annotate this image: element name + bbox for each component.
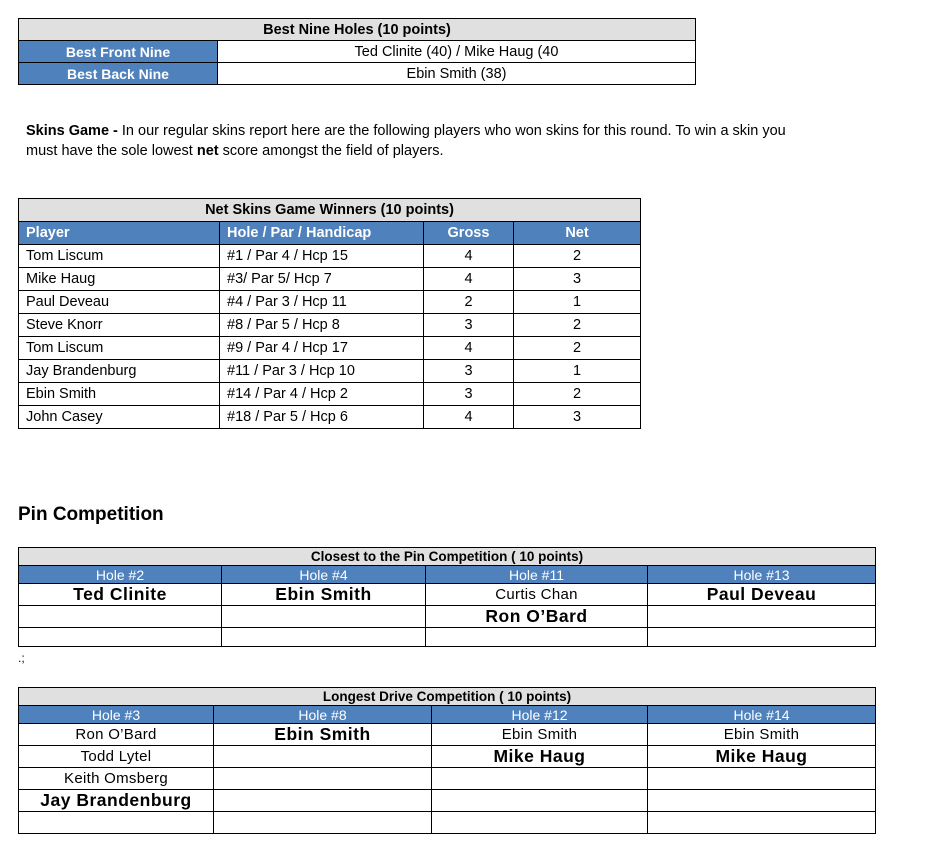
pin-holes-row (19, 566, 876, 584)
skins-emph: net (196, 143, 219, 159)
cell-player: Mike Haug (19, 268, 220, 291)
empty-cell (648, 790, 876, 812)
table-row (19, 314, 641, 337)
cell-net: 2 (514, 383, 641, 406)
empty-cell (648, 606, 876, 628)
cell-net: 1 (514, 360, 641, 383)
table-row (19, 291, 641, 314)
cell-player: Steve Knorr (19, 314, 220, 337)
skins-text-2: score amongst the field of players. (218, 143, 444, 159)
longest-drive-table (18, 687, 876, 834)
cell-player: John Casey (19, 406, 220, 429)
cell-player: Tom Liscum (19, 245, 220, 268)
cell-gross: 4 (424, 268, 514, 291)
cell-gross: 4 (424, 245, 514, 268)
cell-net: 2 (514, 337, 641, 360)
empty-cell (214, 812, 432, 834)
best-nine-table (18, 18, 696, 85)
cell-hole: #11 / Par 3 / Hcp 10 (220, 360, 424, 383)
closest-pin-table (18, 547, 876, 647)
hole-header: Hole #12 (432, 706, 648, 724)
cell-hole: #18 / Par 5 / Hcp 6 (220, 406, 424, 429)
table-row (19, 812, 876, 834)
winner-cell: Mike Haug (432, 746, 648, 768)
skins-lead: Skins Game - (26, 123, 118, 139)
hole-header: Hole #4 (222, 566, 426, 584)
row-label: Best Front Nine (19, 41, 218, 63)
hole-header: Hole #13 (648, 566, 876, 584)
cell-hole: #1 / Par 4 / Hcp 15 (220, 245, 424, 268)
winner-cell: Ebin Smith (222, 584, 426, 606)
empty-cell (214, 790, 432, 812)
cell-net: 2 (514, 314, 641, 337)
empty-cell (432, 812, 648, 834)
table-row (19, 63, 696, 85)
row-value: Ebin Smith (38) (218, 63, 696, 85)
table-row (19, 360, 641, 383)
pin-heading: Pin Competition (18, 504, 164, 525)
empty-cell (648, 812, 876, 834)
cell-hole: #14 / Par 4 / Hcp 2 (220, 383, 424, 406)
table-row (19, 245, 641, 268)
table-row (19, 606, 876, 628)
closest-pin-title: Closest to the Pin Competition ( 10 points) (19, 548, 876, 566)
winner-cell: Curtis Chan (426, 584, 648, 606)
col-header-net: Net (514, 222, 641, 245)
empty-cell (19, 812, 214, 834)
hole-header: Hole #3 (19, 706, 214, 724)
empty-cell (222, 628, 426, 647)
hole-header: Hole #8 (214, 706, 432, 724)
winner-cell: Ted Clinite (19, 584, 222, 606)
skins-table-title: Net Skins Game Winners (10 points) (19, 199, 641, 222)
longest-drive-title: Longest Drive Competition ( 10 points) (19, 688, 876, 706)
winner-cell: Paul Deveau (648, 584, 876, 606)
cell-hole: #3/ Par 5/ Hcp 7 (220, 268, 424, 291)
skins-paragraph (26, 121, 816, 161)
col-header-player: Player (19, 222, 220, 245)
winner-cell: Ebin Smith (214, 724, 432, 746)
stray-mark: .; (18, 651, 25, 665)
table-row (19, 628, 876, 647)
empty-cell (426, 628, 648, 647)
drive-holes-row (19, 706, 876, 724)
empty-cell (214, 746, 432, 768)
table-row (19, 584, 876, 606)
cell-gross: 2 (424, 291, 514, 314)
skins-text-1: In our regular skins report here are the following players who won skins for this round. To win a skin you must have the sole lowest (26, 123, 786, 159)
hole-header: Hole #11 (426, 566, 648, 584)
cell-hole: #8 / Par 5 / Hcp 8 (220, 314, 424, 337)
table-row (19, 724, 876, 746)
winner-cell: Ebin Smith (432, 724, 648, 746)
cell-player: Jay Brandenburg (19, 360, 220, 383)
table-row (19, 406, 641, 429)
skins-header-row (19, 222, 641, 245)
cell-player: Tom Liscum (19, 337, 220, 360)
row-label: Best Back Nine (19, 63, 218, 85)
table-row (19, 746, 876, 768)
cell-gross: 3 (424, 383, 514, 406)
table-row (19, 768, 876, 790)
cell-hole: #9 / Par 4 / Hcp 17 (220, 337, 424, 360)
empty-cell (19, 606, 222, 628)
col-header-gross: Gross (424, 222, 514, 245)
table-row (19, 268, 641, 291)
empty-cell (432, 790, 648, 812)
row-value: Ted Clinite (40) / Mike Haug (40 (218, 41, 696, 63)
winner-cell: Ron O’Bard (426, 606, 648, 628)
col-header-hole: Hole / Par / Handicap (220, 222, 424, 245)
empty-cell (222, 606, 426, 628)
cell-gross: 4 (424, 406, 514, 429)
cell-player: Ebin Smith (19, 383, 220, 406)
hole-header: Hole #14 (648, 706, 876, 724)
winner-cell: Mike Haug (648, 746, 876, 768)
skins-table (18, 198, 641, 429)
cell-player: Paul Deveau (19, 291, 220, 314)
hole-header: Hole #2 (19, 566, 222, 584)
cell-net: 3 (514, 406, 641, 429)
empty-cell (19, 628, 222, 647)
cell-gross: 4 (424, 337, 514, 360)
empty-cell (214, 768, 432, 790)
winner-cell: Todd Lytel (19, 746, 214, 768)
winner-cell: Ebin Smith (648, 724, 876, 746)
empty-cell (432, 768, 648, 790)
best-nine-title: Best Nine Holes (10 points) (19, 19, 696, 41)
empty-cell (648, 628, 876, 647)
cell-gross: 3 (424, 314, 514, 337)
empty-cell (648, 768, 876, 790)
cell-hole: #4 / Par 3 / Hcp 11 (220, 291, 424, 314)
table-row (19, 383, 641, 406)
cell-net: 1 (514, 291, 641, 314)
winner-cell: Keith Omsberg (19, 768, 214, 790)
winner-cell: Jay Brandenburg (19, 790, 214, 812)
table-row (19, 41, 696, 63)
winner-cell: Ron O’Bard (19, 724, 214, 746)
cell-net: 2 (514, 245, 641, 268)
cell-gross: 3 (424, 360, 514, 383)
cell-net: 3 (514, 268, 641, 291)
table-row (19, 337, 641, 360)
table-row (19, 790, 876, 812)
